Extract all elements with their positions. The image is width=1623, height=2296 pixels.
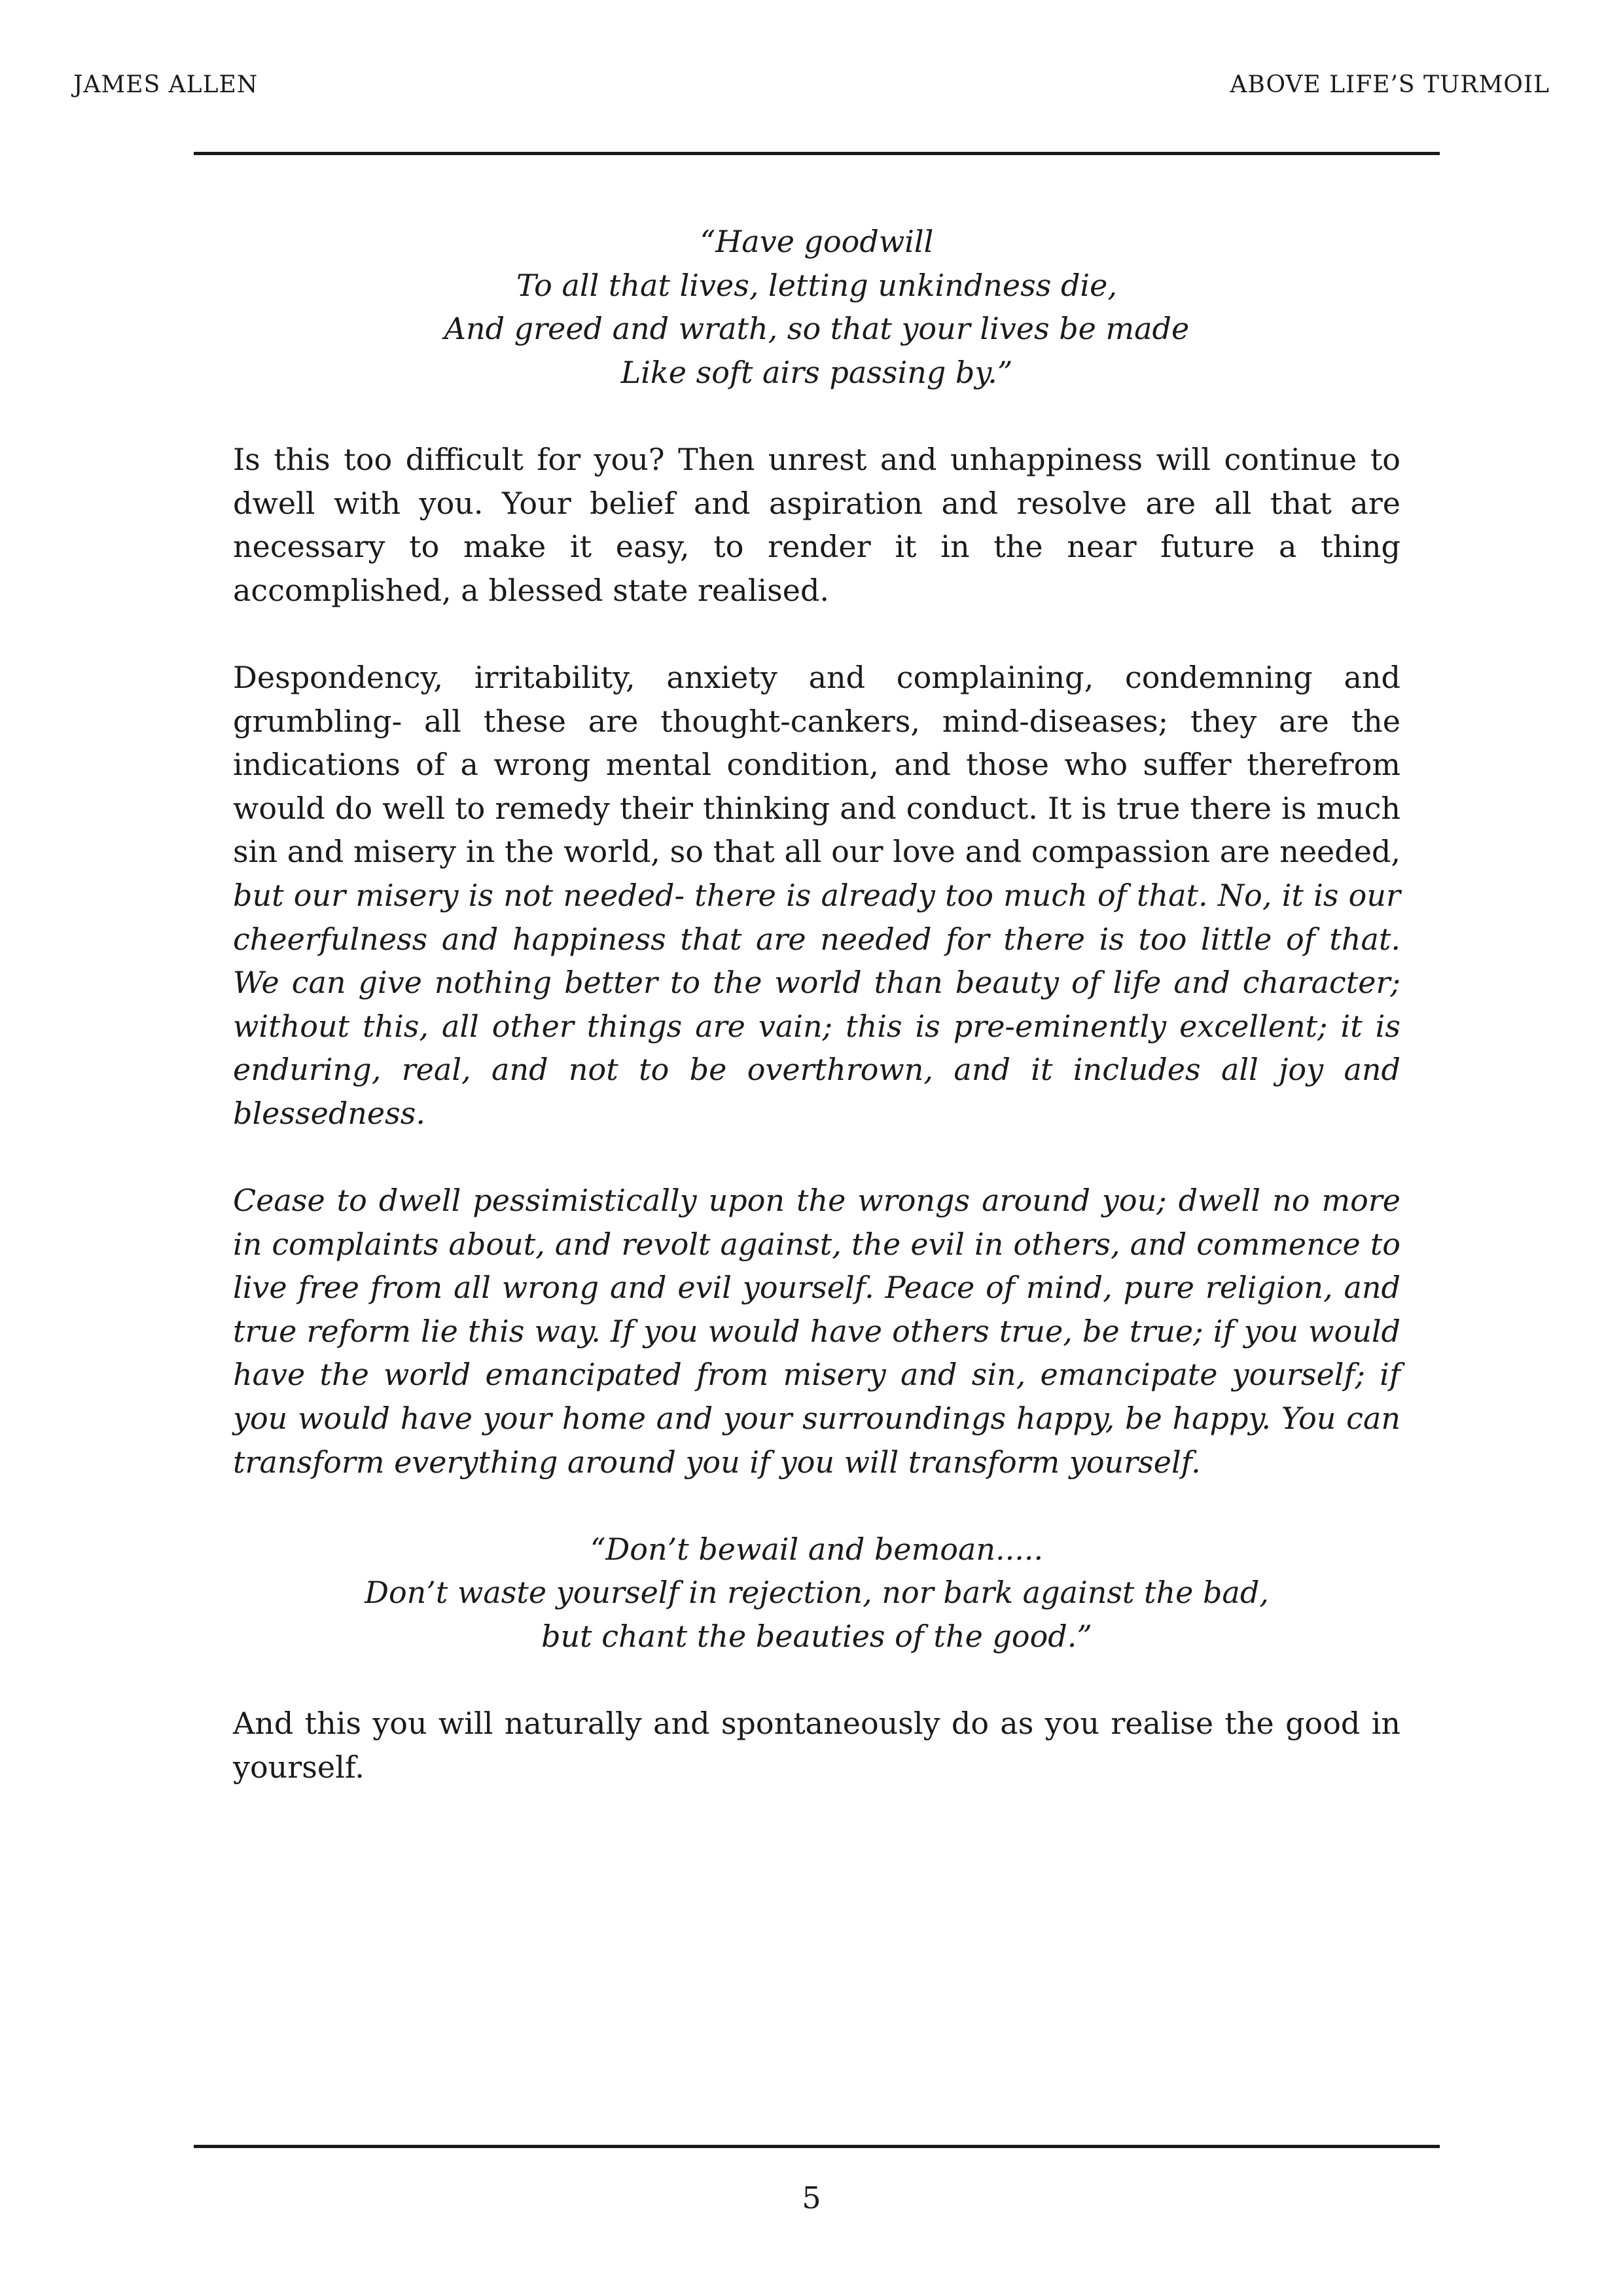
verse-line: Like soft airs passing by.”	[620, 354, 1013, 390]
paragraph-1: Is this too difficult for you? Then unrest and unhappiness will continue to dwell with you. Your belief and aspiration and resolve are all that are necessary to make it easy, to render it in the near future a thing accomplished, a blessed state realised.	[233, 441, 1400, 608]
paragraph-2-regular: Despondency, irritability, anxiety and complaining, condemning and grumbling- all these are thought-cankers, mind-diseases; they are the indications of a wrong mental condition, and those who suffer therefrom would do well to remedy their thinking and conduct. It is true there is much sin and misery in the world, so that all our love and compassion are needed,	[233, 659, 1400, 870]
verse-quote-2	[233, 1528, 1400, 1659]
page-number: 5	[802, 2180, 821, 2215]
footer-rule	[194, 2145, 1440, 2148]
running-head-title: ABOVE LIFE’S TURMOIL	[1230, 71, 1550, 98]
running-head-author: JAMES ALLEN	[73, 71, 259, 98]
verse-line: And greed and wrath, so that your lives be made	[444, 311, 1190, 347]
paragraph-3: Cease to dwell pessimistically upon the wrongs around you; dwell no more in complaints about, and revolt against, the evil in others, and commence to live free from all wrong and evil yourself. Peace of mind, pure religion, and true reform lie this way. If you would have others true, be true; if you would have the world emancipated from misery and sin, emancipate yourself; if you would have your home and your surroundings happy, be happy. You can transform everything around you if you will transform yourself.	[233, 1183, 1400, 1480]
verse-quote-1	[233, 220, 1400, 394]
verse-line: but chant the beauties of the good.”	[541, 1619, 1092, 1654]
verse-line: “Don’t bewail and bemoan.....	[590, 1531, 1044, 1567]
page-body	[233, 220, 1400, 1789]
header-rule	[194, 152, 1440, 155]
verse-line: Don’t waste yourself in rejection, nor bark against the bad,	[365, 1575, 1269, 1611]
verse-line: To all that lives, letting unkindness die,	[516, 267, 1117, 303]
paragraph-4: And this you will naturally and spontaneously do as you realise the good in yourself.	[233, 1706, 1400, 1785]
paragraph-2-italic: but our misery is not needed- there is already too much of that. No, it is our cheerfulness and happiness that are needed for there is too little of that. We can give nothing better to the world than beauty of life and character; without this, all other things are vain; this is pre-eminently excellent; it is enduring, real, and not to be overthrown, and it includes all joy and blessedness.	[233, 877, 1400, 1131]
verse-line: “Have goodwill	[700, 224, 934, 259]
paragraph-2	[233, 656, 1400, 1136]
